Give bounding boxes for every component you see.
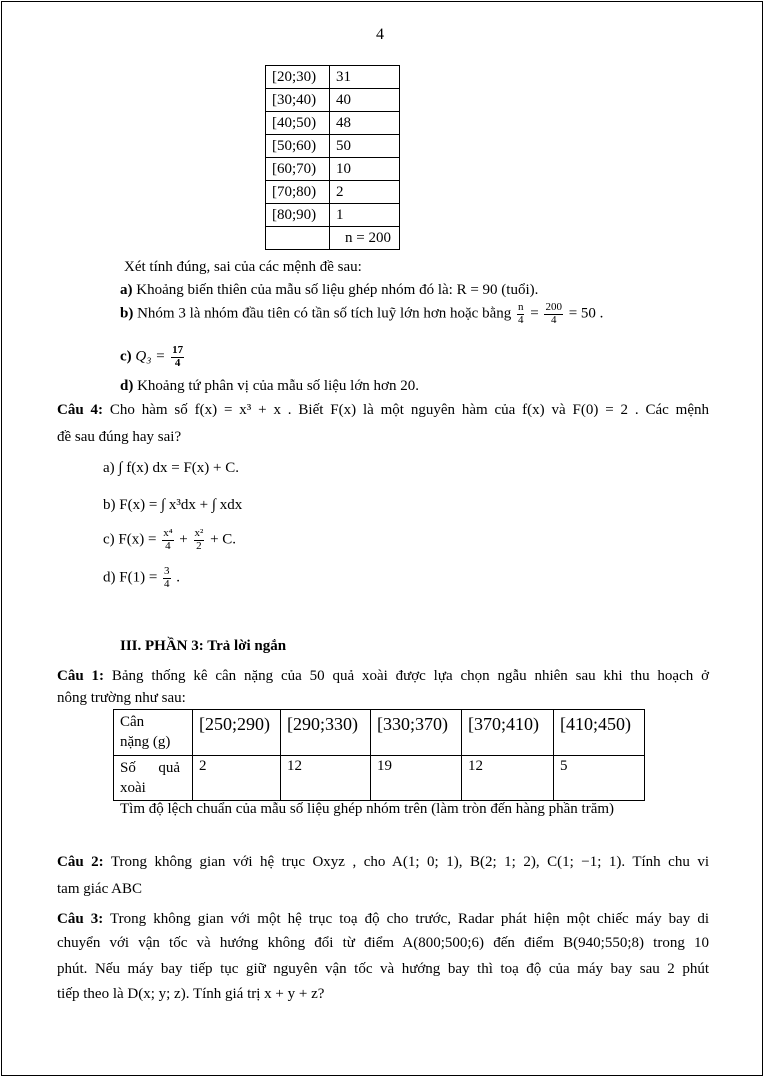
table-row [266,227,400,250]
section-3-title: III. PHẦN 3: Trả lời ngắn [120,638,287,654]
frequency-cell: 48 [330,112,400,135]
interval-cell: [80;90) [266,204,330,227]
table-cell: 5 [554,755,645,801]
q3-intro: Xét tính đúng, sai của các mệnh đề sau: [124,259,362,275]
question-label: Câu 1: [57,668,105,684]
table-cell: [290;330) [281,710,371,756]
table-header-cell: Số quả xoài [114,755,193,801]
frequency-cell: 31 [330,66,400,89]
table-row [266,181,400,204]
interval-cell: [30;40) [266,89,330,112]
fraction-200-over-4: $\frac{200}{4}$ [545,301,562,326]
frequency-cell: 10 [330,158,400,181]
interval-cell: [60;70) [266,158,330,181]
statement-label: b) [120,305,134,322]
q4-option-b: b) F(x) = ∫ x³dx + ∫ xdx [103,497,243,513]
s3q3-line1: Câu 3: Trong không gian với một hệ trục toạ độ cho trước, Radar phát hiện một chiếc máy bay di [57,911,710,927]
table-cell: [370;410) [462,710,554,756]
table-cell: 2 [193,755,281,801]
s3q1-line1: Câu 1: Bảng thống kê cân nặng của 50 quả xoài được lựa chọn ngẫu nhiên sau khi thu hoạch ở [57,668,710,684]
frequency-cell: 40 [330,89,400,112]
table-cell: 12 [462,755,554,801]
s3q3-line4: tiếp theo là D(x; y; z). Tính giá trị x + y + z? [57,986,325,1002]
table-row [266,89,400,112]
q4-option-a: a) ∫ f(x) dx = F(x) + C. [103,460,240,476]
statement-label: c) [120,348,132,365]
table-cell: 19 [371,755,462,801]
frequency-table [265,65,400,250]
fraction-x2-over-2: $\frac{\text{x²}}{2}$ [194,527,204,552]
statement-text: Nhóm 3 là nhóm đầu tiên có tần số tích luỹ lớn hơn hoặc bằng [137,305,512,322]
s3q2-line1: Câu 2: Trong không gian với hệ trục Oxyz , cho A(1; 0; 1), B(2; 1; 2), C(1; −1; 1). Tính chu vi [57,854,710,870]
table-header-cell: Cân nặng (g) [114,710,193,756]
q3-statement-d [120,377,419,395]
q3-statement-b: b) Nhóm 3 là nhóm đầu tiên có tần số tích luỹ lớn hơn hoặc bằng $\frac{n}{4}$ = $\frac{200}{4}$ = 50 . [120,301,604,326]
q4-option-c: c) F(x) = $\frac{\text{x⁴}}{4}$ + $\frac{\text{x²}}{2}$ + C. [103,527,237,552]
table-row [266,158,400,181]
table-row [266,135,400,158]
s3q3-line2: chuyển với vận tốc và hướng không đổi từ điểm A(800;500;6) đến điểm B(940;550;8) trong 10 [57,935,709,951]
statement-label: d) [120,378,134,394]
statement-text: Q₃ = [135,348,166,365]
s3q1-question: Tìm độ lệch chuẩn của mẫu số liệu ghép nhóm trên (làm tròn đến hàng phần trăm) [120,801,615,817]
q4-option-d: d) F(1) = $\frac{3}{4}$ . [103,565,181,590]
question-label: Câu 3: [57,911,104,927]
q4-line1: Câu 4: Cho hàm số f(x) = x³ + x . Biết F(x) là một nguyên hàm của f(x) và F(0) = 2 . Các mệnh [57,402,709,418]
s3q2-line2: tam giác ABC [57,881,142,897]
s3q1-line2: nông trường như sau: [57,690,186,706]
fraction-n-over-4: $\frac{n}{4}$ [517,301,524,326]
table-row [266,204,400,227]
table-row [114,710,645,756]
interval-cell: [20;30) [266,66,330,89]
empty-cell [266,227,330,250]
table-cell: [410;450) [554,710,645,756]
q3-statement-a [120,281,538,299]
fraction-3-over-4: $\frac{3}{4}$ [164,565,170,590]
interval-cell: [50;60) [266,135,330,158]
table-cell: 12 [281,755,371,801]
mango-weight-table [113,709,645,801]
table-row [266,112,400,135]
table-cell: [330;370) [371,710,462,756]
page-number: 4 [376,26,384,43]
question-label: Câu 2: [57,854,104,870]
statement-text: Khoảng tứ phân vị của mẫu số liệu lớn hơn 20. [137,378,419,394]
statement-tail: = 50 . [568,305,604,322]
table-cell: [250;290) [193,710,281,756]
question-label: Câu 4: [57,402,104,418]
total-cell: n = 200 [330,227,400,250]
q3-statement-c [120,345,186,369]
s3q3-line3: phút. Nếu máy bay tiếp tục giữ nguyên vận tốc và hướng bay thì toạ độ của máy bay sau 2 phút [57,961,709,977]
statement-text: Khoảng biến thiên của mẫu số liệu ghép nhóm đó là: R = 90 (tuổi). [136,282,539,298]
statement-label: a) [120,282,133,298]
q4-line2: đề sau đúng hay sai? [57,429,182,445]
frequency-cell: 1 [330,204,400,227]
fraction-x4-over-4: $\frac{\text{x⁴}}{4}$ [163,527,173,552]
fraction-17-over-4: $\frac{17}{4}$ [172,344,184,369]
frequency-cell: 50 [330,135,400,158]
frequency-cell: 2 [330,181,400,204]
table-row [114,755,645,801]
interval-cell: [40;50) [266,112,330,135]
interval-cell: [70;80) [266,181,330,204]
table-row [266,66,400,89]
